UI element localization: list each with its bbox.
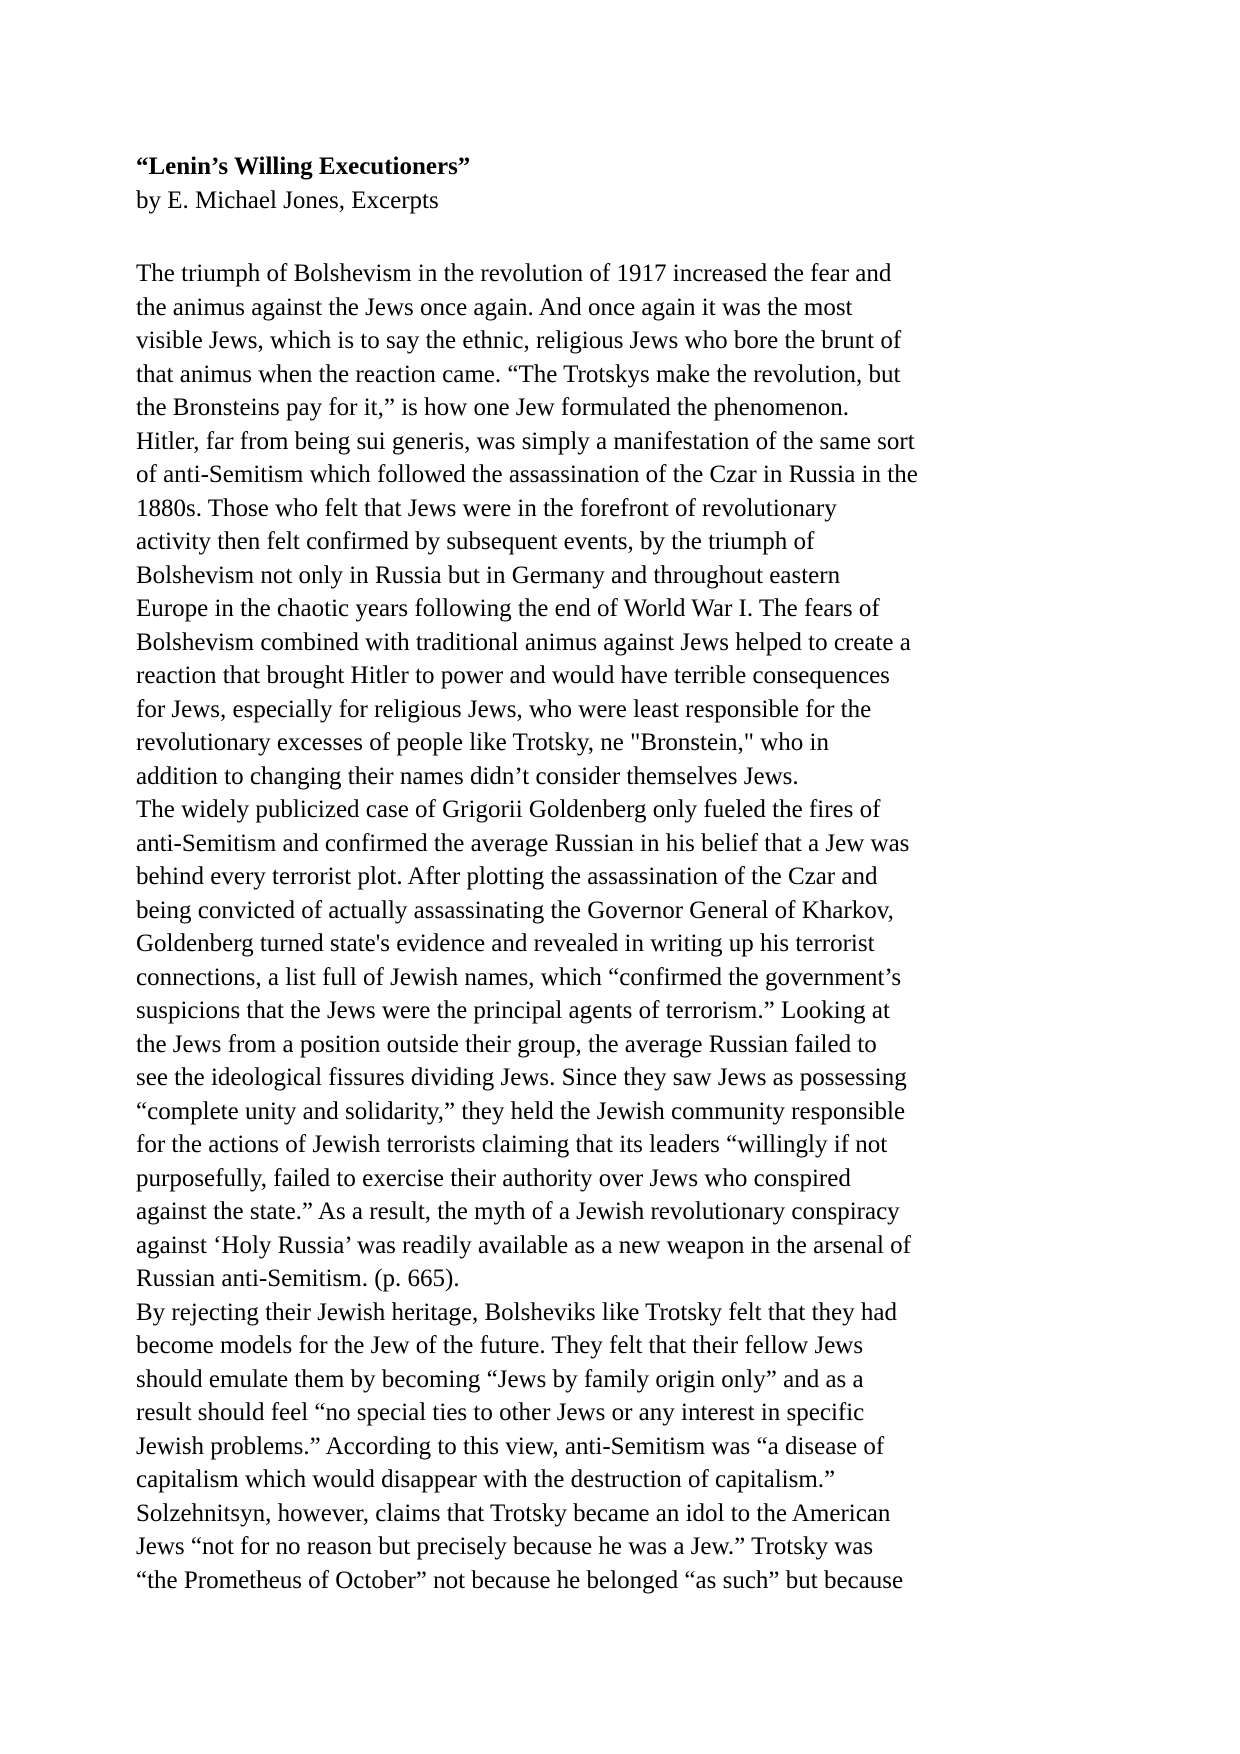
body-line: Solzehnitsyn, however, claims that Trotsky became an idol to the American [136,1499,891,1527]
body-line: the Jews from a position outside their group, the average Russian failed to [136,1030,877,1058]
body-line: result should feel “no special ties to other Jews or any interest in specific [136,1399,865,1426]
body-line: Hitler, far from being sui generis, was simply a manifestation of the same sort [136,427,915,455]
body-line: 1880s. Those who felt that Jews were in the forefront of revolutionary [136,494,837,522]
body-line: Jewish problems.” According to this view, anti-Semitism was “a disease of [136,1432,885,1460]
body-line: the Bronsteins pay for it,” is how one Jew formulated the phenomenon. [136,394,850,421]
body-line: By rejecting their Jewish heritage, Bolsheviks like Trotsky felt that they had [136,1298,897,1326]
body-line: reaction that brought Hitler to power and would have terrible consequences [136,662,890,689]
body-line: The triumph of Bolshevism in the revolution of 1917 increased the fear and [136,260,892,287]
body-line: against the state.” As a result, the myth of a Jewish revolutionary conspiracy [136,1198,900,1225]
body-line: Bolshevism not only in Russia but in Germany and throughout eastern [136,561,841,589]
body-line: Bolshevism combined with traditional animus against Jews helped to create a [136,628,911,656]
body-line: being convicted of actually assassinating the Governor General of Kharkov, [136,896,894,924]
body-line: for Jews, especially for religious Jews, who were least responsible for the [136,695,872,723]
body-line: become models for the Jew of the future. They felt that their fellow Jews [136,1332,864,1359]
body-line: Russian anti-Semitism. (p. 665). [136,1265,460,1292]
body-line: of anti-Semitism which followed the assassination of the Czar in Russia in the [136,461,918,488]
body-line: anti-Semitism and confirmed the average Russian in his belief that a Jew was [136,829,910,857]
body-line: The widely publicized case of Grigorii Goldenberg only fueled the fires of [136,796,881,823]
document-title: “Lenin’s Willing Executioners” [136,153,471,180]
body-line: addition to changing their names didn’t consider themselves Jews. [136,762,799,790]
body-line: “complete unity and solidarity,” they held the Jewish community responsible [136,1097,906,1125]
body-line: connections, a list full of Jewish names, which “confirmed the government’s [136,963,902,991]
body-line: that animus when the reaction came. “The Trotskys make the revolution, but [136,360,901,388]
body-line: revolutionary excesses of people like Trotsky, ne "Bronstein," who in [136,729,829,756]
document-byline: by E. Michael Jones, Excerpts [136,186,439,214]
body-line: Jews “not for no reason but precisely because he was a Jew.” Trotsky was [136,1533,874,1560]
body-line: purposefully, failed to exercise their authority over Jews who conspired [136,1164,851,1192]
body-line: Europe in the chaotic years following the end of World War I. The fears of [136,595,880,622]
body-line: behind every terrorist plot. After plotting the assassination of the Czar and [136,863,878,890]
body-line: capitalism which would disappear with the destruction of capitalism.” [136,1466,836,1493]
body-line: activity then felt confirmed by subsequent events, by the triumph of [136,528,815,555]
body-line: visible Jews, which is to say the ethnic, religious Jews who bore the brunt of [136,327,902,354]
body-line: for the actions of Jewish terrorists claiming that its leaders “willingly if not [136,1131,888,1158]
body-line: the animus against the Jews once again. And once again it was the most [136,293,853,321]
document-body [136,257,1146,1597]
body-line: “the Prometheus of October” not because he belonged “as such” but because [136,1566,904,1594]
document-content [136,150,1146,1597]
body-line: against ‘Holy Russia’ was readily available as a new weapon in the arsenal of [136,1231,911,1259]
body-line: suspicions that the Jews were the principal agents of terrorism.” Looking at [136,997,890,1024]
body-line: should emulate them by becoming “Jews by family origin only” and as a [136,1365,864,1393]
body-line: Goldenberg turned state's evidence and revealed in writing up his terrorist [136,930,875,957]
body-line: see the ideological fissures dividing Jews. Since they saw Jews as possessing [136,1064,907,1091]
blank-line [136,217,1146,257]
